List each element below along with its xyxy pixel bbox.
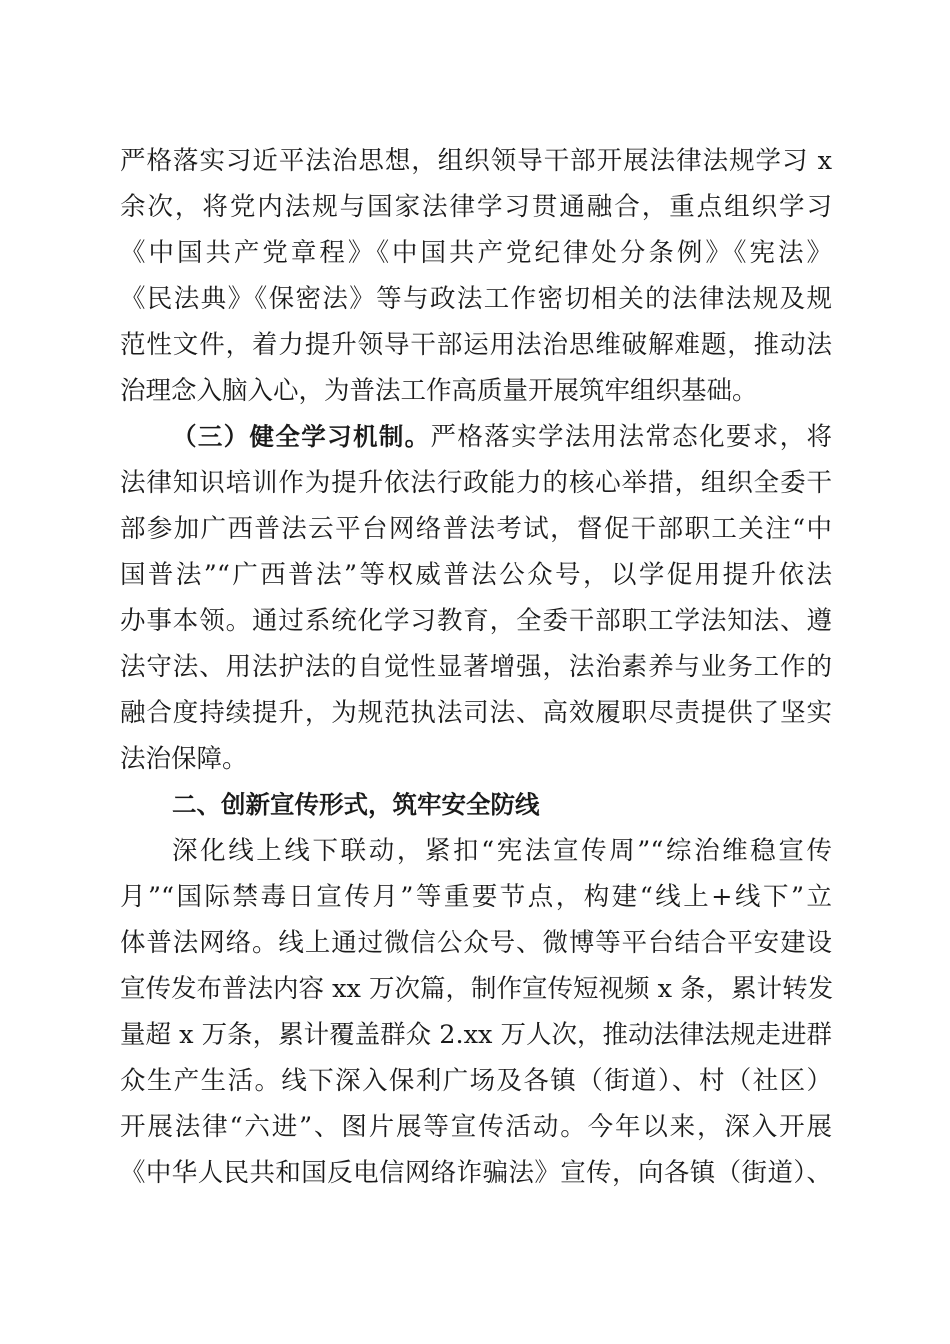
paragraph-line: 治理念入脑入心，为普法工作高质量开展筑牢组织基础。	[120, 376, 758, 406]
paragraph-line: 开展法律“六进”、图片展等宣传活动。今年以来，深入开展	[120, 1112, 832, 1142]
paragraph-line: 国普法”“广西普法”等权威普法公众号，以学促用提升依法	[120, 560, 832, 590]
paragraph-line: 范性文件，着力提升领导干部运用法治思维破解难题，推动法	[120, 330, 832, 360]
paragraph-line: 法治保障。	[120, 744, 248, 774]
paragraph-line: 深化线上线下联动，紧扣“宪法宣传周”“综治维稳宣传	[172, 836, 832, 866]
paragraph-line: 融合度持续提升，为规范执法司法、高效履职尽责提供了坚实	[120, 698, 832, 728]
paragraph-line: 量超 x 万条，累计覆盖群众 2.xx 万人次，推动法律法规走进群	[120, 1020, 832, 1050]
section-3-first-line-text: 严格落实学法用法常态化要求，将	[430, 422, 832, 452]
paragraph-line: 《中华人民共和国反电信网络诈骗法》宣传，向各镇（街道）、	[120, 1158, 832, 1188]
paragraph-line: 严格落实习近平法治思想，组织领导干部开展法律法规学习 x	[120, 146, 832, 176]
paragraph-line: 众生产生活。线下深入保利广场及各镇（街道）、村（社区）	[120, 1066, 832, 1096]
paragraph-line: 部参加广西普法云平台网络普法考试，督促干部职工关注“中	[120, 514, 832, 544]
section-3-title: （三）健全学习机制。	[172, 422, 431, 451]
paragraph-line: 《民法典》《保密法》等与政法工作密切相关的法律法规及规	[120, 284, 832, 314]
paragraph-line: 办事本领。通过系统化学习教育，全委干部职工学法知法、遵	[120, 606, 832, 636]
paragraph-line: 余次，将党内法规与国家法律学习贯通融合，重点组织学习	[120, 192, 832, 222]
section-3-first-line	[172, 414, 832, 460]
paragraph-line: 法律知识培训作为提升依法行政能力的核心举措，组织全委干	[120, 468, 832, 498]
paragraph-line: 法守法、用法护法的自觉性显著增强，法治素养与业务工作的	[120, 652, 832, 682]
paragraph-line: 体普法网络。线上通过微信公众号、微博等平台结合平安建设	[120, 928, 832, 958]
section-heading: 二、创新宣传形式，筑牢安全防线	[172, 790, 540, 819]
paragraph-line: 宣传发布普法内容 xx 万次篇，制作宣传短视频 x 条，累计转发	[120, 974, 834, 1004]
paragraph-line: 月”“国际禁毒日宣传月”等重要节点，构建“线上+线下”立	[120, 882, 832, 912]
paragraph-line: 《中国共产党章程》《中国共产党纪律处分条例》《宪法》	[120, 238, 832, 268]
